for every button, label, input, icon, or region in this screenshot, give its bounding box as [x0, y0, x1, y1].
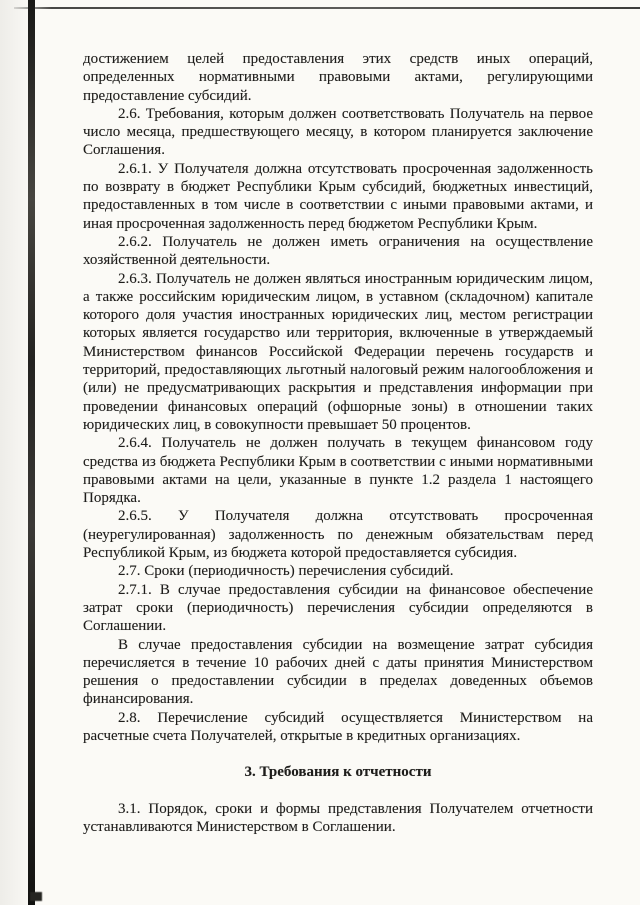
- paragraph-2-7-1: 2.7.1. В случае предоставления субсидии на финансовое обеспечение затрат сроки (периодичность) перечисления субсидии определяются в Соглашении.: [83, 581, 593, 635]
- paragraph-2-6: 2.6. Требования, которым должен соответствовать Получатель на первое число месяца, предшествующего месяцу, в котором планируется заключение Соглашения.: [83, 105, 593, 159]
- scan-left-shadow-artifact: [0, 0, 28, 905]
- paragraph-2-6-2: 2.6.2. Получатель не должен иметь ограничения на осуществление хозяйственной деятельности.: [83, 233, 593, 269]
- scan-corner-mark-artifact: [30, 892, 42, 901]
- paragraph-2-7: 2.7. Сроки (периодичность) перечисления субсидий.: [118, 563, 454, 580]
- paragraph-2-6-4: 2.6.4. Получатель не должен получать в текущем финансовом году средства из бюджета Республики Крым в соответствии с иными нормативными правовыми актами на цели, указанные в пункте 1.2 раздела 1 настоящего Порядка.: [83, 435, 593, 507]
- scan-top-edge-artifact: [14, 7, 640, 9]
- paragraph-2-7-unnumbered: В случае предоставления субсидии на возмещение затрат субсидия перечисляется в течение 10 рабочих дней с даты принятия Министерством решения о предоставлении субсидии в пределах доведенных объемов финансирования.: [83, 636, 593, 708]
- paragraph-2-6-1: 2.6.1. У Получателя должна отсутствовать просроченная задолженность по возврату в бюджет Республики Крым субсидий, бюджетных инвестиций, предоставленных в том числе в соответствии с иными правовыми актами, и иная просроченная задолженность перед бюджетом Республики Крым.: [83, 160, 593, 232]
- paragraph-2-8: 2.8. Перечисление субсидий осуществляется Министерством на расчетные счета Получателей, открытые в кредитных организациях.: [83, 709, 593, 744]
- section-3-heading: 3. Требования к отчетности: [244, 764, 432, 781]
- paragraph-2-6-5: 2.6.5. У Получателя должна отсутствовать просроченная (неурегулированная) задолженность по денежным обязательствам перед Республикой Крым, из бюджета которой предоставляется субсидия.: [83, 508, 593, 562]
- paragraph-3-1: 3.1. Порядок, сроки и формы представления Получателем отчетности устанавливаются Министерством в Соглашении.: [83, 800, 593, 835]
- scan-left-edge-artifact: [28, 0, 35, 905]
- document-content: [83, 50, 593, 836]
- paragraph-continuation: достижением целей предоставления этих средств иных операций, определенных нормативными правовыми актами, регулирующими предоставление субсидий.: [83, 51, 593, 104]
- paragraph-2-6-3: 2.6.3. Получатель не должен являться иностранным юридическим лицом, а также российским юридическим лицом, в уставном (складочном) капитале которого доля участия иностранных юридических лиц, местом регистрации которых является государство или территория, включенные в утверждаемый Министерством финансов Российской Федерации перечень государств и территорий, предоставляющих льготный налоговый режим налогообложения и (или) не предусматривающих раскрытия и представления информации при проведении финансовых операций (офшорные зоны) в отношении таких юридических лиц, в совокупности превышает 50 процентов.: [83, 270, 593, 433]
